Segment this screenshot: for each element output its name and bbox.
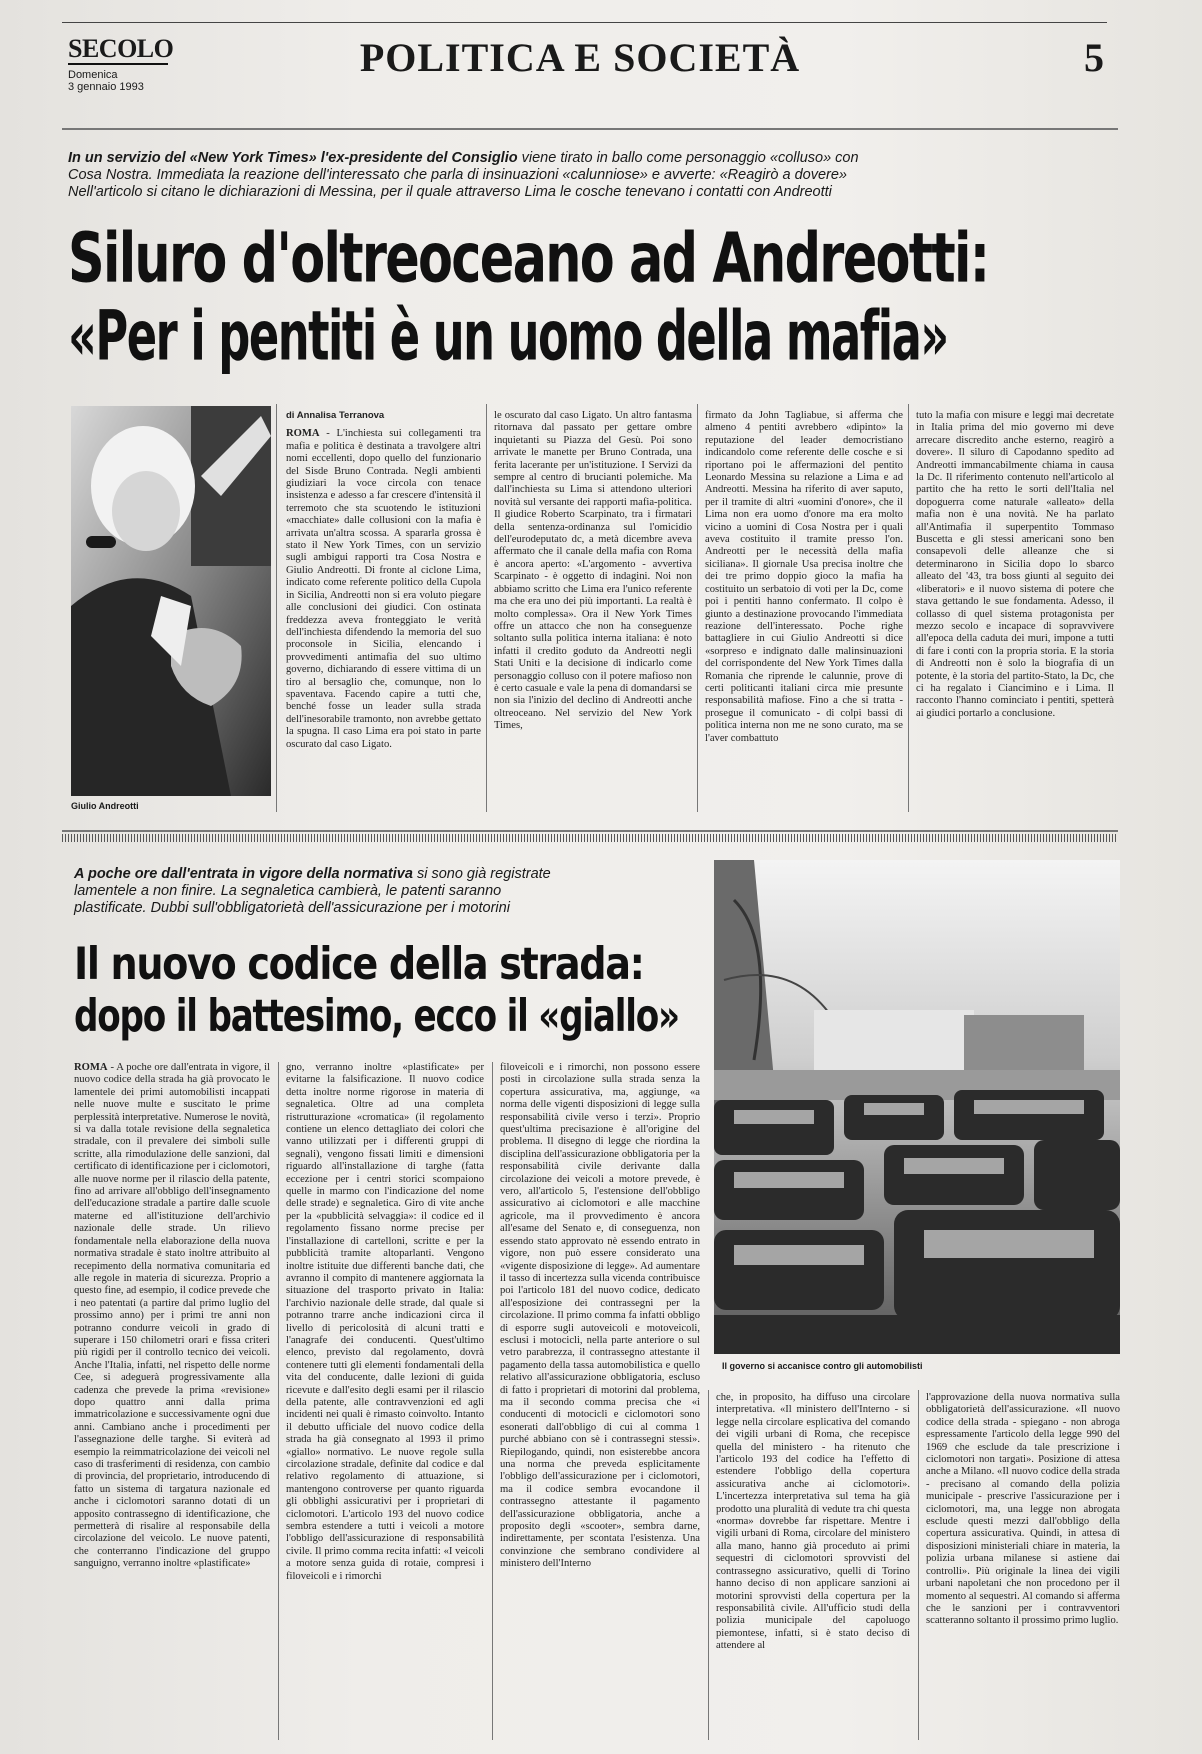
photo2-caption: Il governo si accanisce contro gli automobilisti <box>722 1361 923 1371</box>
article1-column-4: tuto la mafia con misure e leggi mai decretate in Italia prima del mio governo mi deve arrecare discredito anche esterno, reagirò a dovere». Il siluro di Capodanno spedito ad Andreotti immancabilmente chiama in causa la Dc. Il riferimento contenuto nell'articolo al partito che ha retto le sorti dell'Italia nel dopoguerra come naturale «alleato» della mafia non è una novità. Ne ha parlato all'Antimafia il superpentito Tommaso Buscetta e gli stessi americani sono ben consapevoli delle alleanze che si determinarono in Sicilia dopo lo sbarco alleato del '43, tra boss giunti al seguito dei «liberatori» e il nuovo sistema di potere che stava gettando le sue fondamenta. Adesso, il collasso di quel sistema protagonista per mezzo secolo e incapace di sopravvivere all'epoca della caduta dei muri, impone a tutti di fare i conti con la propria storia. E la storia di Andreotti non è solo la biografia di un potente, è la storia del partito-Stato, la Dc, che ci ha regalato i Ciancimino e i Lima. Il racconto l'hanno cominciato i pentiti, spetterà ai giudici portarlo a conclusione. <box>916 410 1114 719</box>
column-rule <box>486 404 487 812</box>
body-text: - A poche ore dall'entrata in vigore, il nuovo codice della strada ha già provocato le lamentele dei primi automobilisti incappati nelle nuove multe e suscitato le prime perplessità interpretative. Numerose le novità, si va dalla totale revisione della segnaletica stradale, con il prevalere dei simboli sulle scritte, alla rimodulazione delle sanzioni, dal certificato di identificazione per i ciclomotori, alle nuove norme per il rilascio della patente, fino ad arrivare all'obbligo dell'insegnamento dell'educazione stradale a partire dalle scuole materne ed all'istituzione dell'archivio nazionale delle strade. Un rilievo fondamentale nella elaborazione della nuova normativa stradale è stato inoltre attribuito al recepimento della normativa comunitaria ed alle regole in materia di sicurezza. Proprio a questo fine, ad esempio, il codice prevede che i neo patentati (a partire dal primo luglio del prossimo anno) per i primi tre anni non potranno condurre veicoli in grado di superare i 150 chilometri orari e fissa criteri più rigidi per il controllo tecnico dei veicoli. Anche l'Italia, infatti, nel rispetto delle norme Cee, si adeguerà progressivamente alla cadenza che prevede la prima «revisione» dopo quattro anni dalla prima immatricolazione e successivamente ogni due anni. Cambiano anche i procedimenti per l'assegnazione delle targhe. Si eviterà ad esempio la reimmatricolazione dei veicoli nel caso di trasferimenti di residenza, con cambio di provincia, del proprietario, introducendo di fatto un sistema di targatura nazionale ed anche i ciclomotori saranno dotati di un apposito contrassegno di identificazione, che permetterà di risalire al responsabile della circolazione del veicolo. Le nuove patenti, che conterranno l'indicazione del gruppo sanguigno, verranno inoltre «plastificate» <box>74 1062 270 1570</box>
masthead-date: 3 gennaio 1993 <box>68 81 144 93</box>
article2-column-2: gno, verranno inoltre «plastificate» per evitarne la falsificazione. Il nuovo codice detta inoltre norme rigorose in materia di segnaletica. Oltre ad una completa ristrutturazione «cromatica» (il regolamento contiene un elenco dettagliato dei colori che vanno utilizzati per i differenti gruppi di segnali), vengono fissati limiti e dimensioni riguardo all'installazione di targhe (fatta eccezione per i centri storici scompaiono quelle in marmo con l'indicazione del nome delle strade) e segnaletica. Giro di vite anche per la «pubblicità selvaggia»: il codice ed il regolamento fissano norme precise per l'installazione di cartelloni, scritte e per la pubblicità tramite altoparlanti. Vengono inoltre istituite due differenti banche dati, che avranno il compito di mantenere aggiornata la situazione del trasporto privato in Italia: l'archivio nazionale delle strade, dal quale si potranno trarre anche indicazioni circa il livello di pericolosità di alcuni tratti e l'anagrafe dei conducenti. Quest'ultimo elenco, previsto dal regolamento, dovrà contenere tutti gli elementi fondamentali della vita del conducente, dalle lezioni di guida ricevute e dall'esito degli esami per il rilascio della patente, alle contravvenzioni ed agli incidenti nei quali è rimasto coinvolto. Intanto il debutto ufficiale del nuovo codice della strada ha già consegnato al 1993 il primo «giallo» normativo. Le nuove regole sulla circolazione stradale, definite dal codice e dal relativo regolamento di attuazione, si mantengono controverse per quanto riguarda gli obblighi assicurativi per i proprietari di ciclomotori. L'articolo 193 del nuovo codice sembra estendere a tutti i veicoli a motore l'obbligo dell'assicurazione di responsabilità civile. Il primo comma recita infatti: «I veicoli a motore senza guida di rotaie, compresi i filoveicoli e i rimorchi <box>286 1062 484 1582</box>
photo1-caption: Giulio Andreotti <box>71 801 139 811</box>
article2-column-3: filoveicoli e i rimorchi, non possono essere posti in circolazione sulla strada senza la copertura assicurativa, ma, aggiunge, «a norma delle vigenti disposizioni di legge sulla responsabilità civile verso i terzi». Proprio quest'ultima precisazione è all'origine del problema. Il disegno di legge che riordina la disciplina dell'assicurazione obbligatoria per la responsabilità civile derivante dalla circolazione dei veicoli a motore prevede, è vero, all'articolo 5, l'estensione dell'obbligo assicurativo ai ciclomotori e alle macchine agricole, ma il provvedimento è ancora all'esame del Senato e, di conseguenza, non essendo stato approvato nè essendo entrato in vigore, non può essere considerato una «vigente disposizione di legge». Ad aumentare il tasso di incertezza sulla vicenda contribuisce poi l'articolo 181 del nuovo codice, dedicato all'esposizione dei contrassegni per la circolazione. Il primo comma fa infatti obbligo di esporre sugli autoveicoli e motoveicoli, esclusi i motocicli, nella parte anteriore o sul vetro parabrezza, il contrassegno attestante il pagamento della tassa automobilistica e quello relativo all'assicurazione obbligatoria, escluso di fatto i proprietari di motorini dal problema, ma il secondo comma precisa che «i conducenti di motocicli e ciclomotori sono esonerati dall'obbligo di cui al comma 1 purché abbiano con sè i contrassegni stessi». Riepilogando, quindi, non esisterebbe ancora una norma che preveda esplicitamente l'obbligo dell'assicurazione per i ciclomotori, ma il codice sembra evocandone il contrassegno attestante il pagamento dell'assicurazione obbligatoria, anche a proposito degli «scooter», sembra darne, indirettamente, per scontata l'esistenza. Una convinzione che sembrano condividere al ministero dell'Interno <box>500 1062 700 1570</box>
kicker-line: Cosa Nostra. Immediata la reazione dell'interessato che parla di insinuazioni «calunniose» e avverte: «Reagirò a dovere» <box>68 167 847 183</box>
newspaper-logo: SECOLO <box>68 34 174 63</box>
column-rule <box>278 1062 279 1740</box>
article1-headline-line1: Siluro d'oltreoceano ad Andreotti: <box>68 218 989 299</box>
article2-column-5: l'approvazione della nuova normativa sulla obbligatorietà dell'assicurazione. «Il nuovo codice della strada - spiegano - non abroga espressamente l'articolo della legge 990 del 1969 che esclude da tale prescrizione i ciclomotori non targati». Posizione di attesa anche a Milano. «Il nuovo codice della strada - precisano al comando della polizia municipale - prescrive l'assicurazione per i ciclomotori, ma, una legge non abrogata esclude questi mezzi dall'obbligo della copertura assicurativa. Quindi, in attesa di disposizioni ministeriali chiare in materia, la polizia urbana milanese si astiene dai controlli». Più originale la linea dei vigili urbani napoletani che non procedono per il momento al sequestri. Al comando si afferma che le sanzioni per i contravventori scatteranno soltanto il prossimo primo luglio. <box>926 1392 1120 1627</box>
column-rule <box>918 1390 919 1740</box>
top-rule <box>62 22 1107 23</box>
article-divider <box>62 834 1118 842</box>
page-number: 5 <box>1084 35 1104 80</box>
kicker-line: plastificate. Dubbi sull'obbligatorietà dell'assicurazione per i motorini <box>74 900 510 916</box>
article2-column-1 <box>74 1062 270 1740</box>
kicker-line: lamentele a non finire. La segnaletica cambierà, le patenti saranno <box>74 883 502 899</box>
traffic-photo <box>714 860 1120 1354</box>
body-text: - L'inchiesta sui collegamenti tra mafia e politica è destinata a travolgere altri nomi eccellenti, dopo quello del funzionario del Sisde Bruno Contrada. Negli ambienti giudiziari la voce circola con tenace insistenza e adesso a far crescere d'intensità il terremoto che sta scuotendo le istituzioni «macchiate» dalle collusioni con la mafia è arrivata un'altra scossa. A spararla grossa è stato il New York Times, con un servizio sugli ambigui rapporti tra Cosa Nostra e Giulio Andreotti. Di fronte al ciclone Lima, indicato come referente politico della Cupola in Sicilia, Andreotti non si era voluto piegare alle conclusioni dei giudici. Con ostinata freddezza aveva fronteggiato le verità dell'inchiesta difendendo la memoria del suo proconsole in Sicilia, elencando i provvedimenti antimafia del suo ultimo governo, dichiarando di essere vittima di un tiro al bersaglio che, comunque, non lo spaventava. Facendo capire a tutti che, benché fosse un leader sulla strada dell'inesorabile tramonto, non avrebbe gettato la spugna. Il caso Lima era poi stato in parte oscurato dal caso Ligato. <box>286 428 481 750</box>
article1-column-1 <box>286 410 481 812</box>
column-rule <box>276 404 277 812</box>
article2-headline-line1: Il nuovo codice della strada: <box>74 938 644 990</box>
column-rule <box>708 1390 709 1740</box>
article2-kicker <box>74 866 704 917</box>
section-title: POLITICA E SOCIETÀ <box>359 35 801 80</box>
article1-column-3: firmato da John Tagliabue, si afferma che almeno 4 pentiti avrebbero «dipinto» la reputazione del leader democristiano indicandolo come referente delle cosche e si riportano poi le affermazioni del pentito Leonardo Messina su relazione a Lima e ad Andreotti. Messina ha riferito di aver saputo, per il tramite di altri «uomini d'onore», che il Lima non era uomo d'onore ma era molto vicino a uomini di Cosa Nostra per i quali aveva costituito il tramite presso l'on. Andreotti per le necessità della mafia siciliana». Il giornale Usa precisa inoltre che dei tre primo doppio gioco la mafia ha costituito un serbatoio di voti per la Dc, come poi i pentiti hanno confermato. Il colpo è giunto a destinazione provocando l'immediata reazione dell'interessato. Poche righe battagliere in cui Giulio Andreotti si dice «sorpreso e indignato dalle malinsinuazioni del corrispondente del New York Times dalla Romania che riprende le calunnie, prove di certi politicanti italiani circa mie presunte responsabilità mafiose. Fino a che si tratta - prosegue il comunicato - di colpi bassi di politica interna non me ne sono curato, ma se l'aver combattuto <box>705 410 903 744</box>
masthead <box>68 34 174 93</box>
kicker-line: A poche ore dall'entrata in vigore della normativa si sono già registrate <box>74 866 551 882</box>
column-rule <box>697 404 698 812</box>
kicker-line: Nell'articolo si citano le dichiarazioni di Messina, per il quale attraverso Lima le cosche tenevano i contatti con Andreotti <box>68 184 832 200</box>
kicker-line: In un servizio del «New York Times» l'ex-presidente del Consiglio viene tirato in ballo come personaggio «colluso» con <box>68 150 859 166</box>
article2-column-4: che, in proposito, ha diffuso una circolare interpretativa. «Il ministero dell'Interno - si legge nella circolare esplicativa del comando dei vigili urbani di Roma, che recepisce quella del ministero - ha ritenuto che l'articolo 193 del codice ha l'effetto di estendere l'obbligo della copertura assicurativa anche ai ciclomotori». L'incertezza interpretativa sul tema ha già prodotto una pluralità di vedute tra chi questa «norma» dovrebbe far rispettare. Mentre i vigili urbani di Roma, circolare del ministero alla mano, hanno già proceduto ai primi sequestri di ciclomotori sprovvisti del contrassegno assicurativo, quelli di Torino hanno deciso di non applicare sanzioni ai motorini sprovvisti della copertura per la responsabilità civile. All'ufficio studi della polizia municipale del capoluogo piemontese, infatti, si è stato deciso di attendere al <box>716 1392 910 1652</box>
dateline: ROMA <box>74 1062 108 1073</box>
dateline: ROMA <box>286 428 320 440</box>
article1-kicker <box>68 150 1118 201</box>
article1-headline-line2: «Per i pentiti è un uomo della mafia» <box>68 296 948 377</box>
masthead-day: Domenica <box>68 69 118 81</box>
article2-headline-line2: dopo il battesimo, ecco il «giallo» <box>74 990 679 1042</box>
byline: di Annalisa Terranova <box>286 410 385 421</box>
column-rule <box>492 1062 493 1740</box>
article1-column-2: le oscurato dal caso Ligato. Un altro fantasma ritornava dal passato per gettare ombre inquietanti su Piazza del Gesù. Poi sono arrivate le manette per Bruno Contrada, una ferita lacerante per un'istituzione. I Servizi da sempre al centro di bruciantі polemiche. Ma dall'inchiesta su Lima si attendono ulteriori novità sul versante dei rapporti mafia-politica. Il giudice Roberto Scarpinato, tra i firmatari della sentenza-ordinanza sul l'omicidio dell'eurodeputato dc, a metà dicembre aveva affermato che il canale della mafia con Roma è ancora aperto: «L'argomento - avvertiva Scarpinato - è oggetto di indagini. Noi non abbiamo scritto che Lima era l'unico referente ma che era uno dei più importanti. La realtà è molto complessa». Ora il New York Times offre un attacco che non ha conseguenze soltanto sulla politica interna italiana: è noto infatti il credito goduto da Andreotti negli Stati Uniti e la decisione di indicarlo come personaggio colluso con il potere mafioso non è certo casuale e vale la pena di domandarsi se non sia l'inizio del declino di Andreotti anche oltreoceano. Nel servizio del New York Times, <box>494 410 692 732</box>
column-rule <box>908 404 909 812</box>
andreotti-photo <box>71 406 271 796</box>
